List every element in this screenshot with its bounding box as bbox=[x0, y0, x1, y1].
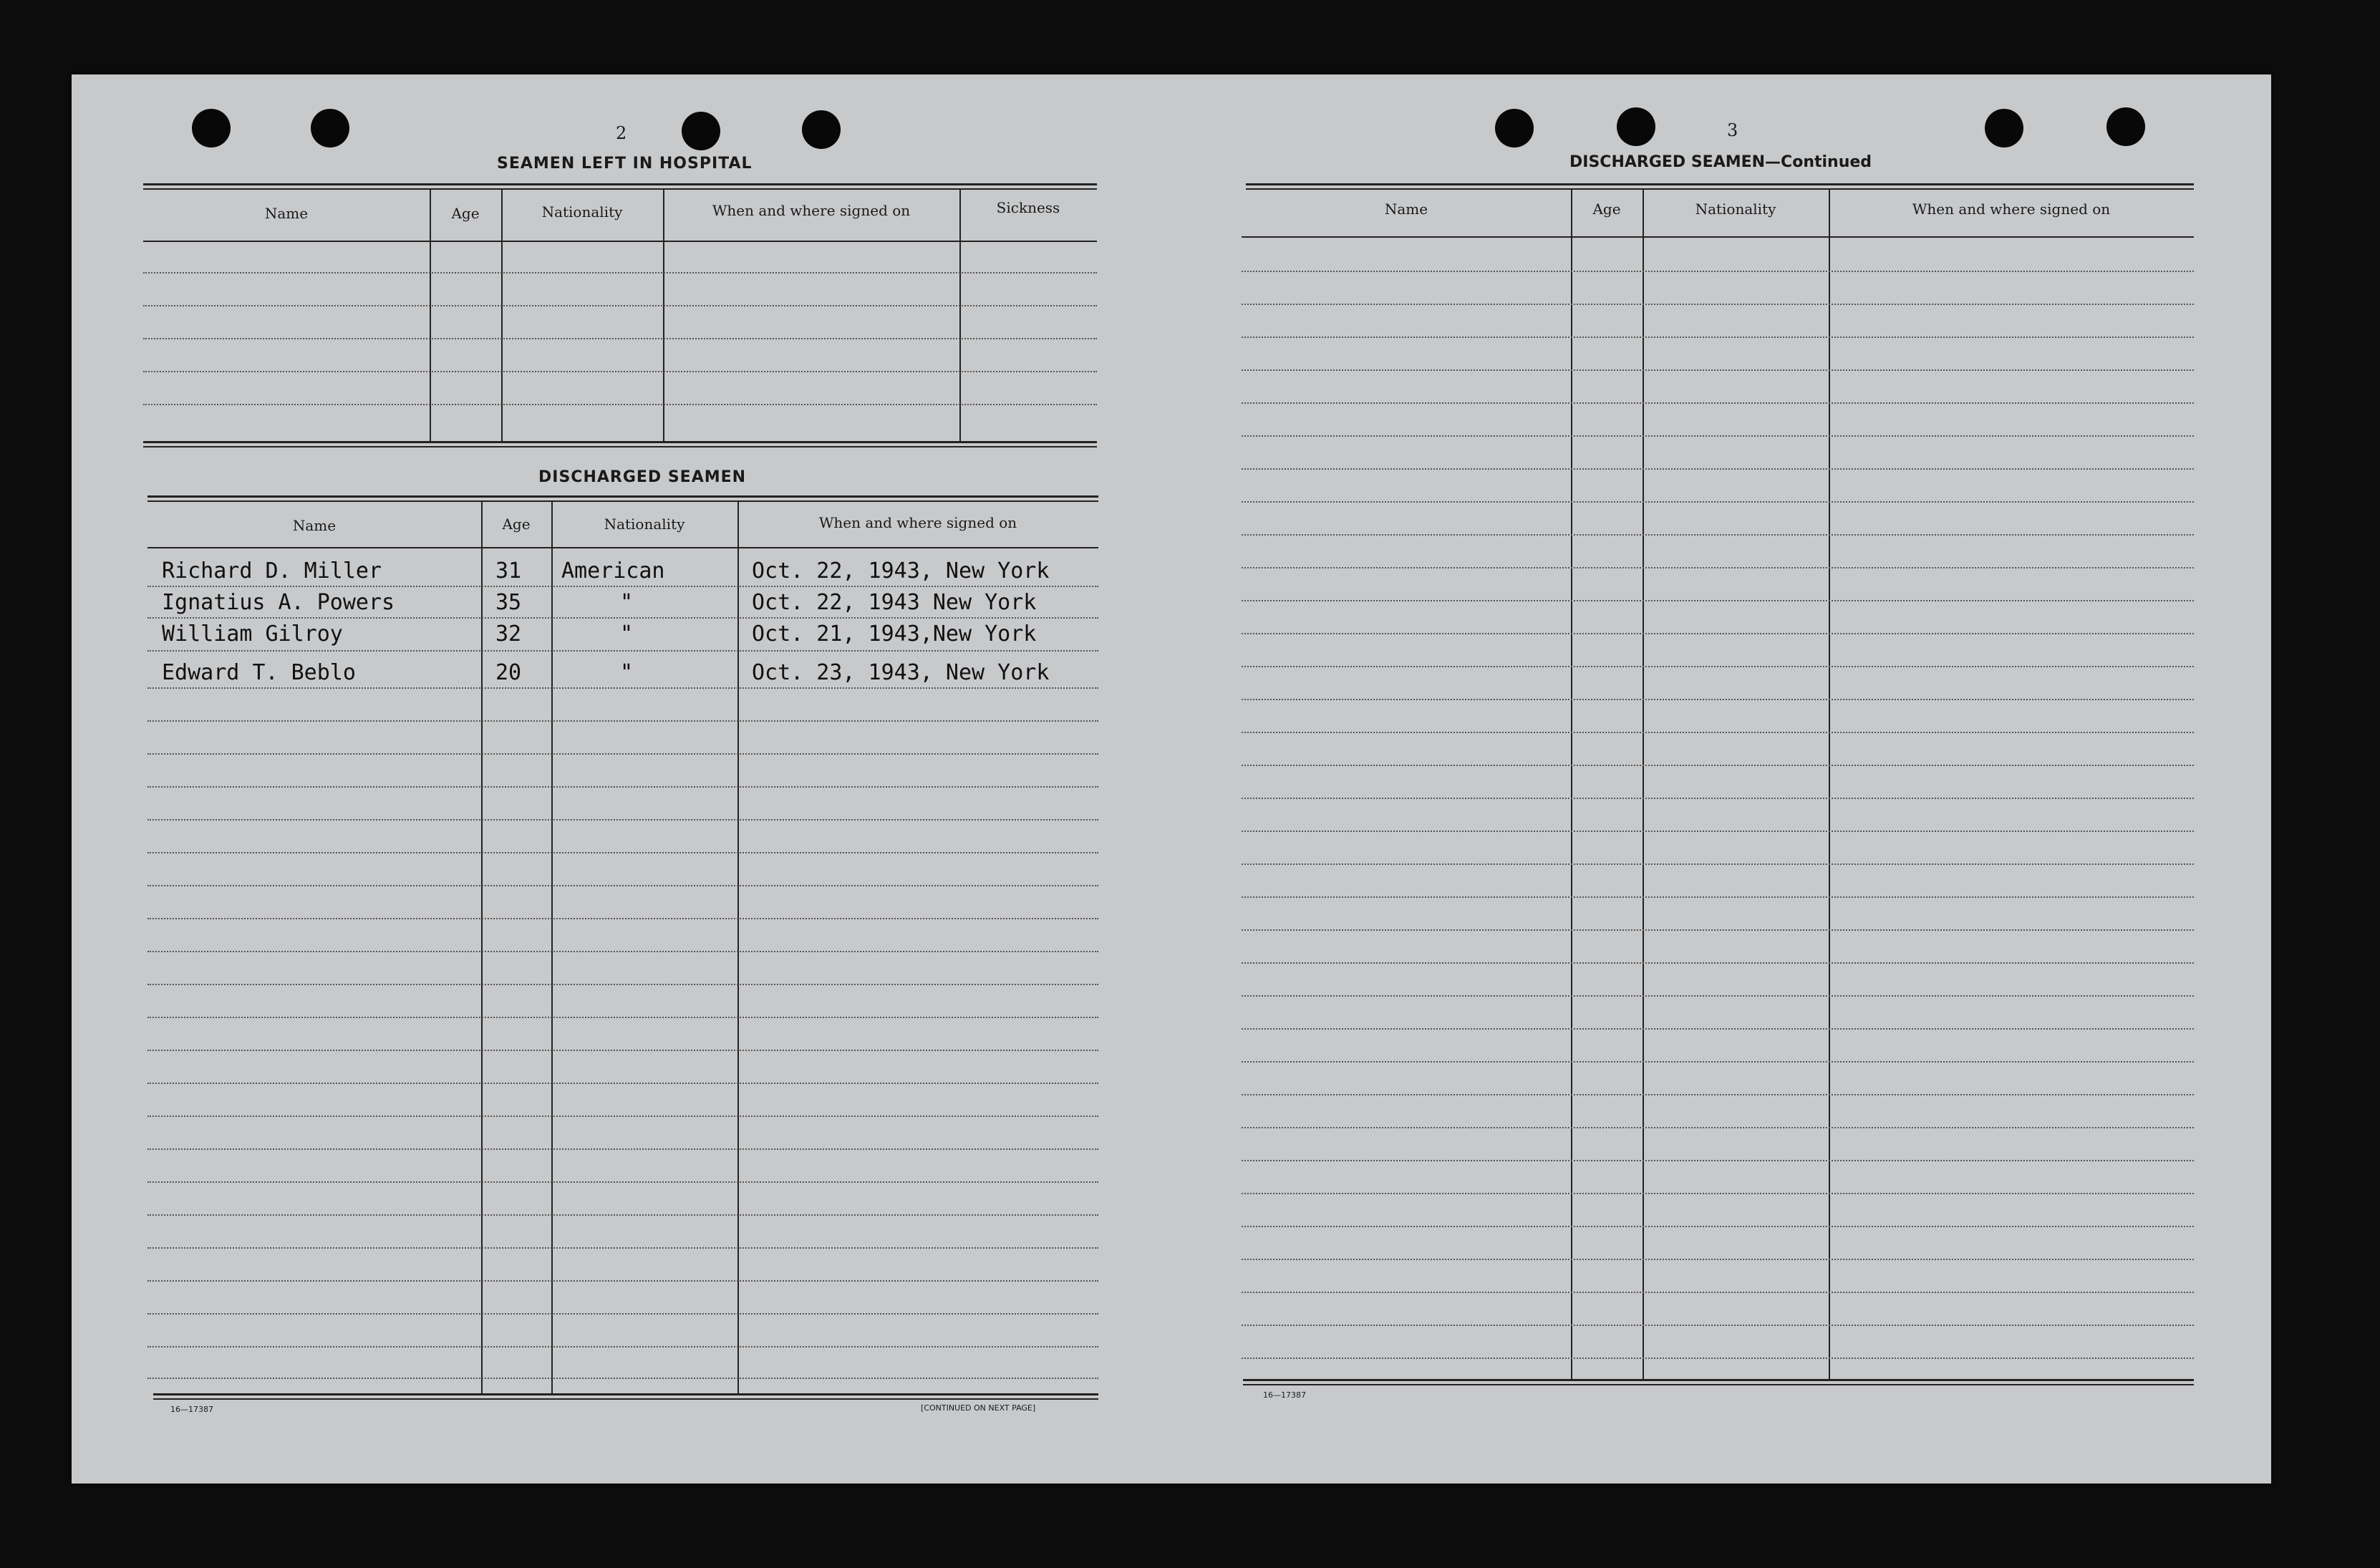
discharged-section-title: DISCHARGED SEAMEN bbox=[538, 468, 747, 486]
entry-line bbox=[143, 305, 1097, 306]
page-number: 2 bbox=[616, 123, 627, 143]
entry-line bbox=[1242, 435, 2194, 437]
entry-line bbox=[1242, 304, 2194, 305]
column-divider bbox=[1571, 189, 1572, 1379]
entry-line bbox=[1242, 863, 2194, 865]
right-table-top-rule bbox=[1246, 183, 2194, 190]
col-header-age: Age bbox=[502, 516, 531, 533]
entry-line bbox=[1242, 1259, 2194, 1260]
seaman-age: 32 bbox=[495, 621, 522, 647]
entry-line bbox=[143, 338, 1097, 339]
col-header-nationality: Nationality bbox=[604, 516, 685, 533]
col-header-name: Name bbox=[292, 517, 337, 534]
discharged-table-bottom-rule bbox=[153, 1393, 1098, 1400]
continued-section-title: DISCHARGED SEAMEN—Continued bbox=[1569, 153, 1872, 171]
punch-hole bbox=[802, 110, 841, 149]
entry-line bbox=[1242, 468, 2194, 470]
seaman-age: 35 bbox=[495, 590, 522, 615]
entry-line bbox=[1242, 534, 2194, 536]
col-header-name: Name bbox=[1384, 200, 1428, 218]
seaman-age: 20 bbox=[495, 660, 522, 685]
entry-line bbox=[147, 951, 1098, 952]
punch-hole bbox=[192, 109, 231, 147]
seaman-nationality: " bbox=[620, 590, 634, 615]
right-header-rule bbox=[1242, 236, 2194, 238]
column-divider bbox=[551, 501, 553, 1395]
entry-line bbox=[147, 1181, 1098, 1183]
entry-line bbox=[147, 1083, 1098, 1084]
entry-line bbox=[1242, 271, 2194, 272]
entry-line bbox=[147, 786, 1098, 788]
entry-line bbox=[147, 1050, 1098, 1051]
discharged-table-top-rule bbox=[147, 495, 1098, 502]
seaman-nationality: American bbox=[561, 558, 665, 584]
entry-line bbox=[1242, 798, 2194, 799]
col-header-signed-on: When and where signed on bbox=[818, 514, 1017, 531]
column-divider bbox=[481, 501, 483, 1395]
entry-line bbox=[147, 586, 1098, 587]
entry-line bbox=[1242, 666, 2194, 667]
punch-hole bbox=[1985, 109, 2023, 147]
entry-line bbox=[1242, 1028, 2194, 1030]
form-sheet bbox=[72, 74, 2271, 1484]
entry-line bbox=[1242, 337, 2194, 338]
entry-line bbox=[147, 753, 1098, 755]
col-header-signed-on: When and where signed on bbox=[712, 202, 911, 219]
seaman-nationality: " bbox=[620, 660, 634, 685]
entry-line bbox=[147, 819, 1098, 821]
entry-line bbox=[1242, 962, 2194, 964]
hospital-table-top-rule bbox=[143, 183, 1097, 190]
form-number: 16—17387 bbox=[1263, 1390, 1306, 1400]
column-divider bbox=[1643, 189, 1644, 1379]
entry-line bbox=[1242, 1127, 2194, 1128]
entry-line bbox=[1242, 765, 2194, 766]
entry-line bbox=[1242, 633, 2194, 634]
entry-line bbox=[147, 617, 1098, 619]
entry-line bbox=[1242, 369, 2194, 371]
entry-line bbox=[147, 1148, 1098, 1150]
punch-hole bbox=[1617, 107, 1655, 146]
seaman-signed-on: Oct. 22, 1943 New York bbox=[752, 590, 1037, 615]
entry-line bbox=[1242, 929, 2194, 931]
entry-line bbox=[1242, 1226, 2194, 1227]
entry-line bbox=[147, 852, 1098, 853]
punch-hole bbox=[682, 112, 720, 150]
seaman-signed-on: Oct. 21, 1943,New York bbox=[752, 621, 1037, 647]
col-header-age: Age bbox=[1592, 200, 1621, 218]
entry-line bbox=[147, 720, 1098, 722]
seaman-name: Ignatius A. Powers bbox=[162, 590, 395, 615]
column-divider bbox=[737, 501, 739, 1395]
hospital-table-bottom-rule bbox=[143, 441, 1097, 447]
entry-line bbox=[147, 1280, 1098, 1282]
entry-line bbox=[1242, 1325, 2194, 1326]
entry-line bbox=[1242, 1358, 2194, 1359]
entry-line bbox=[1242, 831, 2194, 832]
entry-line bbox=[147, 1017, 1098, 1018]
entry-line bbox=[1242, 699, 2194, 700]
entry-line bbox=[147, 984, 1098, 985]
seaman-name: Edward T. Beblo bbox=[162, 660, 356, 685]
col-header-name: Name bbox=[264, 205, 309, 222]
seaman-signed-on: Oct. 22, 1943, New York bbox=[752, 558, 1050, 584]
column-divider bbox=[1829, 189, 1830, 1379]
seaman-name: William Gilroy bbox=[162, 621, 343, 647]
discharged-header-rule bbox=[147, 547, 1098, 548]
entry-line bbox=[1242, 1292, 2194, 1293]
seaman-age: 31 bbox=[495, 558, 522, 584]
entry-line bbox=[1242, 402, 2194, 404]
entry-line bbox=[147, 650, 1098, 652]
entry-line bbox=[147, 1115, 1098, 1117]
punch-hole bbox=[2106, 107, 2145, 146]
entry-line bbox=[1242, 1193, 2194, 1194]
entry-line bbox=[1242, 600, 2194, 601]
entry-line bbox=[143, 404, 1097, 405]
seaman-signed-on: Oct. 23, 1943, New York bbox=[752, 660, 1050, 685]
page-number: 3 bbox=[1727, 120, 1738, 140]
col-header-sickness: Sickness bbox=[996, 199, 1060, 216]
continued-note: [CONTINUED ON NEXT PAGE] bbox=[921, 1403, 1036, 1413]
hospital-section-title: SEAMEN LEFT IN HOSPITAL bbox=[497, 155, 753, 173]
entry-line bbox=[1242, 732, 2194, 733]
entry-line bbox=[143, 272, 1097, 274]
hospital-header-rule bbox=[143, 241, 1097, 242]
right-table-bottom-rule bbox=[1243, 1379, 2194, 1385]
seaman-name: Richard D. Miller bbox=[162, 558, 382, 584]
col-header-age: Age bbox=[451, 205, 480, 222]
punch-hole bbox=[1495, 109, 1534, 147]
col-header-nationality: Nationality bbox=[541, 203, 623, 221]
entry-line bbox=[1242, 896, 2194, 898]
entry-line bbox=[1242, 1094, 2194, 1095]
seaman-nationality: " bbox=[620, 621, 634, 647]
col-header-signed-on: When and where signed on bbox=[1912, 200, 2111, 218]
entry-line bbox=[147, 1313, 1098, 1315]
entry-line bbox=[147, 1247, 1098, 1249]
entry-line bbox=[147, 885, 1098, 886]
punch-hole bbox=[311, 109, 349, 147]
entry-line bbox=[147, 1378, 1098, 1379]
form-number: 16—17387 bbox=[170, 1405, 213, 1414]
entry-line bbox=[1242, 567, 2194, 568]
entry-line bbox=[1242, 1061, 2194, 1063]
entry-line bbox=[1242, 995, 2194, 997]
col-header-nationality: Nationality bbox=[1695, 200, 1776, 218]
entry-line bbox=[143, 371, 1097, 372]
entry-line bbox=[147, 918, 1098, 919]
entry-line bbox=[147, 687, 1098, 689]
entry-line bbox=[147, 1214, 1098, 1216]
entry-line bbox=[1242, 501, 2194, 503]
entry-line bbox=[1242, 1160, 2194, 1161]
entry-line bbox=[147, 1346, 1098, 1347]
